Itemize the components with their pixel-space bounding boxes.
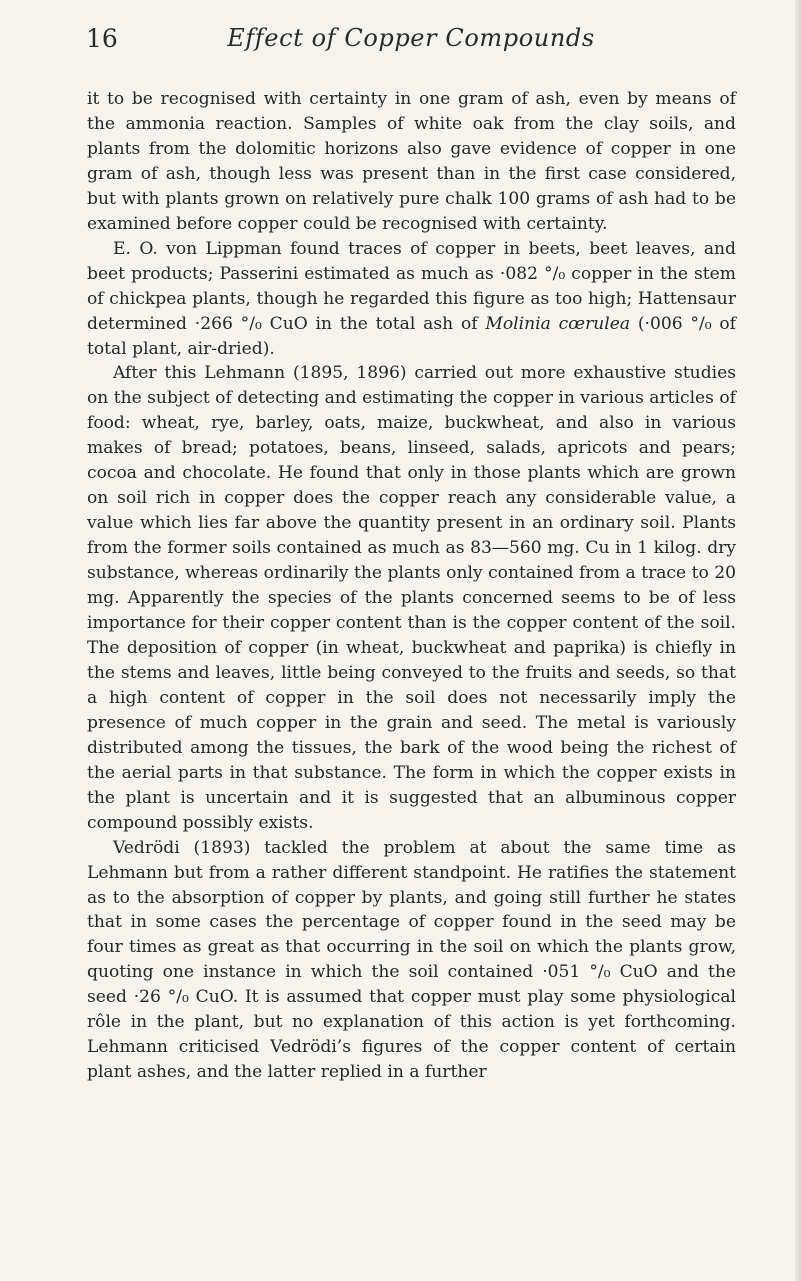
text-run: (·006 °/₀ of total plant, air-dried). — [87, 313, 737, 359]
italic-text: Molinia cœrulea — [485, 313, 631, 334]
text-run: After this Lehmann (1895, 1896) carried out more exhaustive studies on the subject of detecting and estimating the copper in various articles of food: wheat, rye, barley, oats, maize, buckwheat, and also in various makes of bread; potatoes, beans, linseed, salads, apricots and pears; cocoa and chocolate. He found that only in those plants which are grown on soil rich in copper does the copper reach any considerable value, a value which lies far above the quantity present in an ordinary soil. Plants from the former soils contained as much as 83—560 mg. Cu in 1 kilog. dry substance, whereas ordinarily the plants only contained from a trace to 20 mg. Apparently the species of the plants concerned seems to be of less importance for their copper content than is the copper content of the soil. The deposition of copper (in wheat, buckwheat and paprika) is chiefly in the stems and leaves, little being conveyed to the fruits and seeds, so that a high content of copper in the soil does not necessarily imply the presence of much copper in the grain and seed. The metal is variously distributed among the tissues, the bark of the wood being the richest of the aerial parts in that substance. The form in which the copper exists in the plant is uncertain and it is suggested that an albuminous copper compound possibly exists. — [87, 363, 736, 833]
paragraph — [87, 836, 736, 1086]
text-run: Vedrödi (1893) tackled the problem at about the same time as Lehmann but from a rather different standpoint. He ratifies the statement as to the absorption of copper by plants, and going still further he states that in some cases the percentage of copper found in the seed may be four times as great as that occurring in the soil on which the plants grow, quoting one instance in which the soil contained ·051 °/₀ CuO and the seed ·26 °/₀ CuO. It is assumed that copper must play some physiological rôle in the plant, but no explanation of this action is yet forthcoming. Lehmann criticised Vedrödi’s figures of the copper content of certain plant ashes, and the latter replied in a further — [87, 837, 736, 1083]
paragraph — [87, 361, 736, 835]
page-number: 16 — [86, 24, 118, 53]
page-header — [86, 20, 736, 64]
page-edge-shadow — [795, 0, 801, 1281]
text-run: E. O. von Lippman found traces of copper in beets, beet leaves, and beet products; Passerini estimated as much as ·082 °/₀ copper in the stem of chickpea plants, though he regarded this figure as too high; Hattensaur determined ·266 °/₀ CuO in the total ash of — [87, 238, 736, 334]
paragraph — [87, 237, 736, 362]
running-title: Effect of Copper Compounds — [227, 24, 595, 52]
text-run: it to be recognised with certainty in one gram of ash, even by means of the ammonia reaction. Samples of white oak from the clay soils, and plants from the dolomitic horizons also gave evidence of copper in one gram of ash, though less was present than in the first case considered, but with plants grown on relatively pure chalk 100 grams of ash had to be examined before copper could be recognised with certainty. — [87, 89, 736, 234]
paragraph — [87, 87, 736, 237]
body-text — [87, 87, 736, 1085]
